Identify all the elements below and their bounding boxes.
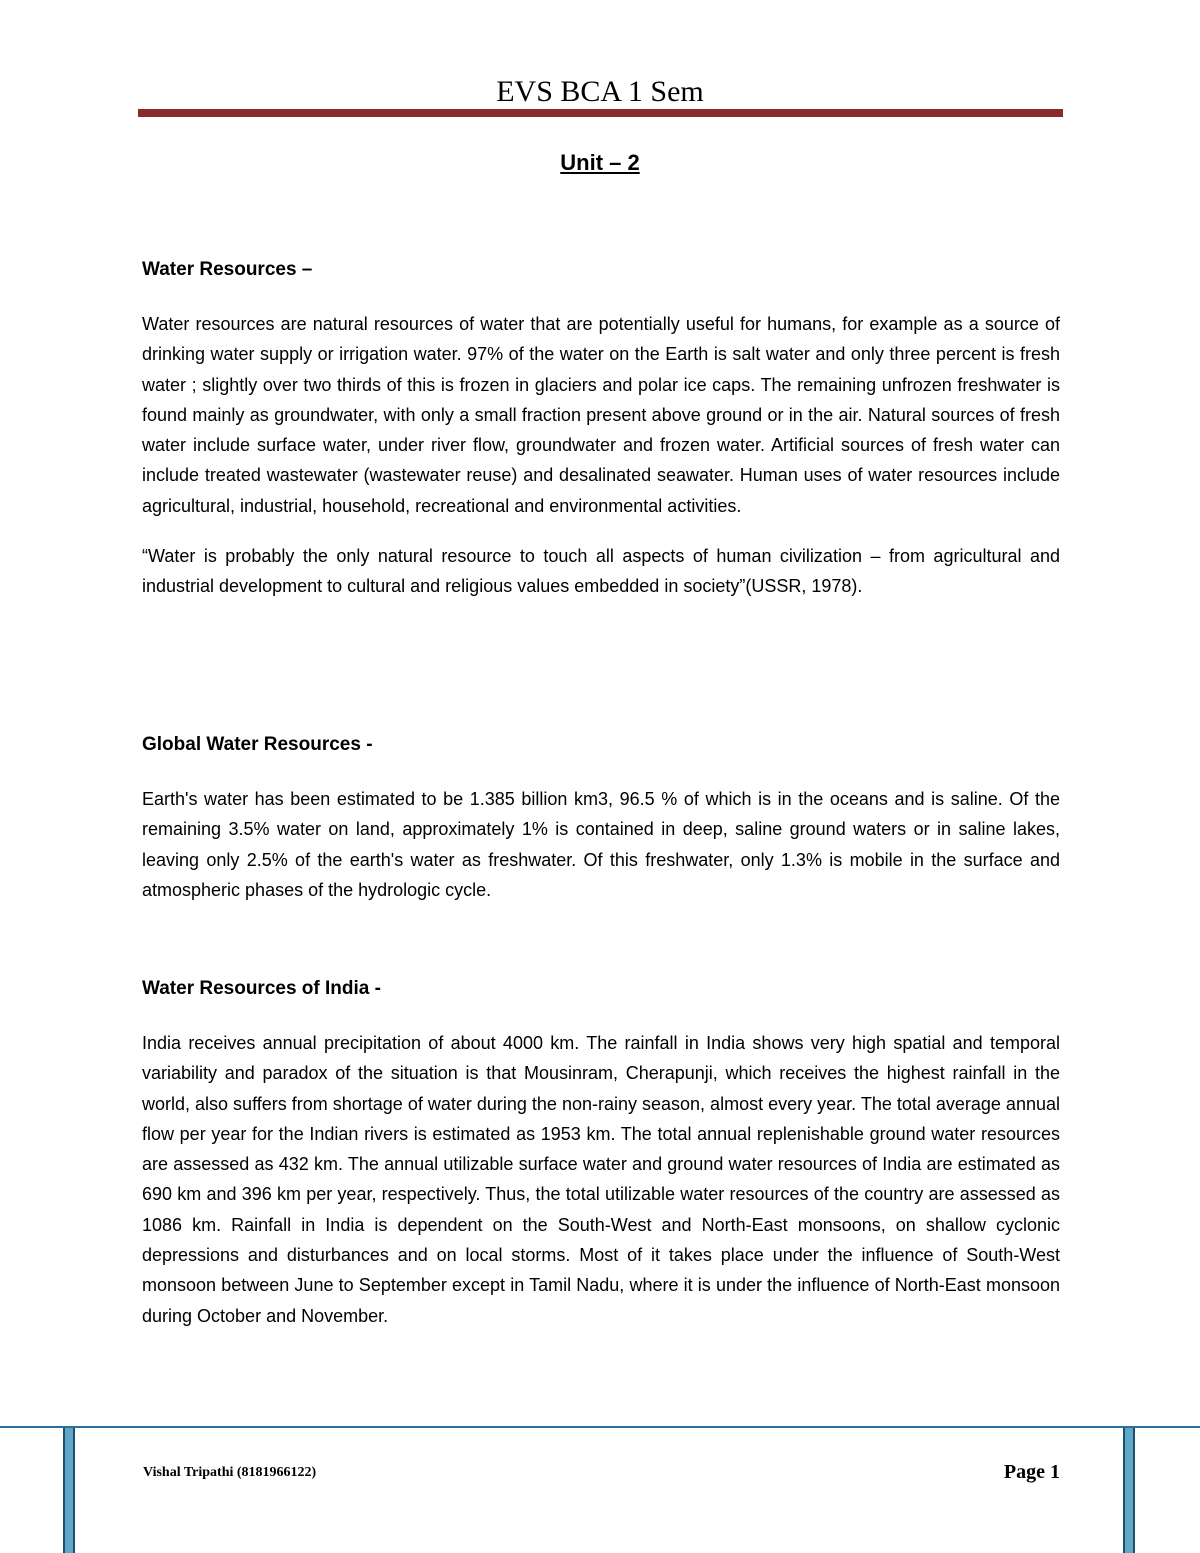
- page-number: Page 1: [1003, 1461, 1060, 1483]
- section-heading: Water Resources of India -: [142, 978, 381, 999]
- paragraph: Water resources are natural resources of water that are potentially useful for humans, for example as a source of drinking water supply or irrigation water. 97% of the water on the Earth is salt water and only three percent is fresh water ; slightly over two thirds of this is frozen in glaciers and polar ice caps. The remaining unfrozen freshwater is found mainly as groundwater, with only a small fraction present above ground or in the air. Natural sources of fresh water include surface water, under river flow, groundwater and frozen water. Artificial sources of fresh water can include treated wastewater (wastewater reuse) and desalinated seawater. Human uses of water resources include agricultural, industrial, household, recreational and environmental activities.: [142, 314, 1060, 516]
- section-heading: Water Resources –: [142, 259, 313, 280]
- section-global-water-resources: [142, 732, 1060, 905]
- paragraph: India receives annual precipitation of about 4000 km. The rainfall in India shows very high spatial and temporal variability and paradox of the situation is that Mousinram, Cherapunji, which receives the highest rainfall in the world, also suffers from shortage of water during the non-rainy season, almost every year. The total average annual flow per year for the Indian rivers is estimated as 1953 km. The total annual replenishable ground water resources are assessed as 432 km. The annual utilizable surface water and ground water resources of India are estimated as 690 km and 396 km per year, respectively. Thus, the total utilizable water resources of the country are assessed as 1086 km. Rainfall in India is dependent on the South-West and North-East monsoons, on shallow cyclonic depressions and disturbances and on local storms. Most of it takes place under the influence of South-West monsoon between June to September except in Tamil Nadu, where it is under the influence of North-East monsoon during October and November.: [142, 1033, 1060, 1326]
- section-heading: Global Water Resources -: [142, 734, 373, 755]
- footer-rule: [0, 1426, 1200, 1428]
- section-water-resources-india: [142, 976, 1060, 1331]
- footer-left-bar: [63, 1428, 75, 1553]
- paragraph: Earth's water has been estimated to be 1.385 billion km3, 96.5 % of which is in the oceans and is saline. Of the remaining 3.5% water on land, approximately 1% is contained in deep, saline ground waters or in saline lakes, leaving only 2.5% of the earth's water as freshwater. Of this freshwater, only 1.3% is mobile in the surface and atmospheric phases of the hydrologic cycle.: [142, 789, 1060, 900]
- header-rule: [138, 109, 1063, 117]
- footer-author: Vishal Tripathi (8181966122): [143, 1465, 317, 1480]
- header-title: EVS BCA 1 Sem: [496, 75, 704, 108]
- footer-right-bar: [1123, 1428, 1135, 1553]
- quote-paragraph: “Water is probably the only natural resource to touch all aspects of human civilization – from agricultural and industrial development to cultural and religious values embedded in society”(USSR, 1978).: [142, 546, 1060, 597]
- unit-title: Unit – 2: [560, 150, 640, 175]
- section-water-resources: [142, 257, 1060, 602]
